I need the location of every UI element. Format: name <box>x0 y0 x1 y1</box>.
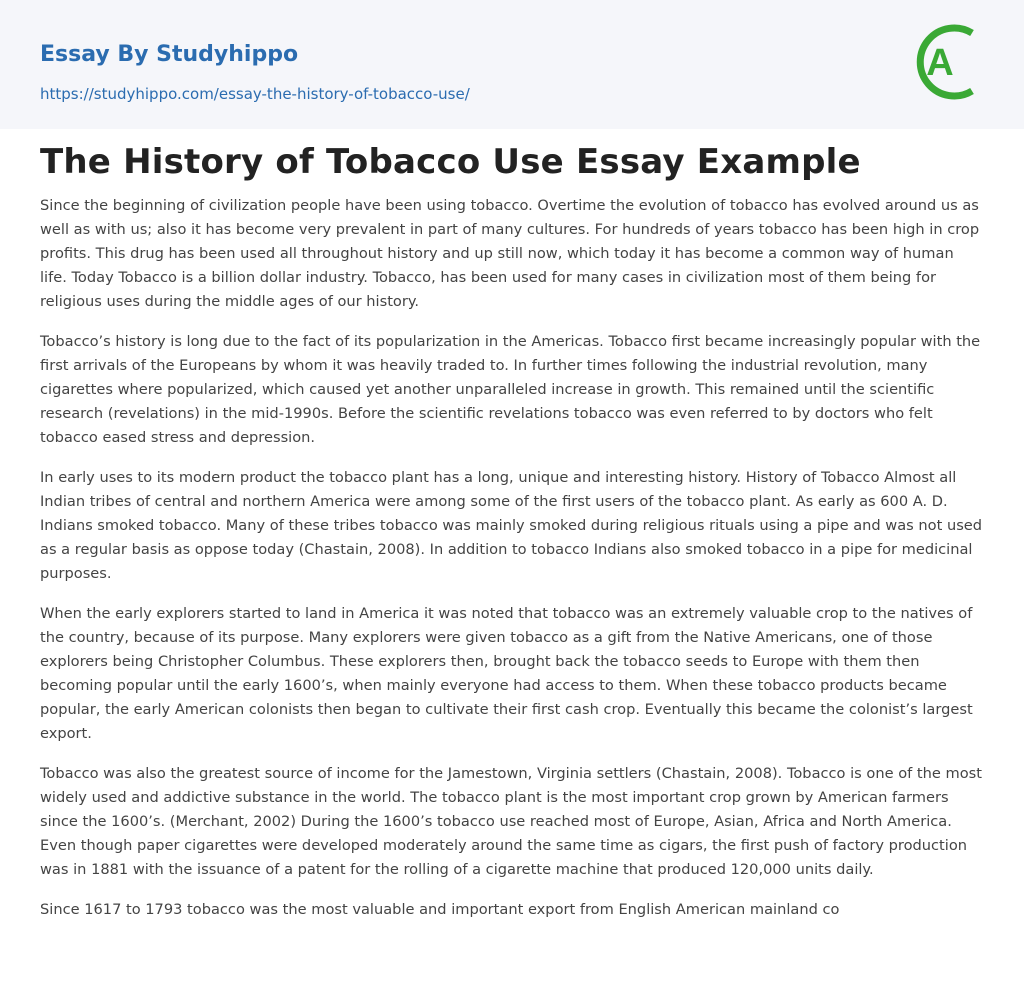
article-paragraph: Tobacco’s history is long due to the fact of its popularization in the Americas. Tobacco first became increasingly popular with the first arrivals of the Europeans by whom it was heavily traded to. In further times following the industrial revolution, many cigarettes where popularized, which caused yet another unparalleled increase in growth. This remained until the scientific research (revelations) in the mid-1990s. Before the scientific revelations tobacco was even referred to by doctors who felt tobacco eased stress and depression. <box>40 333 981 446</box>
page-url-link[interactable]: https://studyhippo.com/essay-the-history-of-tobacco-use/ <box>40 85 470 103</box>
article-body <box>40 194 985 938</box>
article-title: The History of Tobacco Use Essay Example <box>40 142 861 182</box>
site-title[interactable]: Essay By Studyhippo <box>40 42 299 67</box>
article-paragraph: Since 1617 to 1793 tobacco was the most valuable and important export from English American mainland co <box>40 901 840 918</box>
article-paragraph: Since the beginning of civilization people have been using tobacco. Overtime the evolution of tobacco has evolved around us as well as with us; also it has become very prevalent in part of many cultures. For hundreds of years tobacco has been high in crop profits. This drug has been used all throughout history and up still now, which today it has become a common way of human life. Today Tobacco is a billion dollar industry. Tobacco, has been used for many cases in civilization most of them being for religious uses during the middle ages of our history. <box>40 197 980 310</box>
article-paragraph: Tobacco was also the greatest source of income for the Jamestown, Virginia settlers (Chastain, 2008). Tobacco is one of the most widely used and addictive substance in the world. The tobacco plant is the most important crop grown by American farmers since the 1600’s. (Merchant, 2002) During the 1600’s tobacco use reached most of Europe, Asian, Africa and North America. Even though paper cigarettes were developed moderately around the same time as cigars, the first push of factory production was in 1881 with the issuance of a patent for the rolling of a cigarette machine that produced 120,000 units daily. <box>40 765 982 878</box>
article-paragraph: In early uses to its modern product the tobacco plant has a long, unique and interesting history. History of Tobacco Almost all Indian tribes of central and northern America were among some of the first users of the tobacco plant. As early as 600 A. D. Indians smoked tobacco. Many of these tribes tobacco was mainly smoked during religious rituals using a pipe and was not used as a regular basis as oppose today (Chastain, 2008). In addition to tobacco Indians also smoked tobacco in a pipe for medicinal purposes. <box>40 469 983 582</box>
studyhippo-logo-icon[interactable] <box>912 20 986 104</box>
article-paragraph: When the early explorers started to land in America it was noted that tobacco was an extremely valuable crop to the natives of the country, because of its purpose. Many explorers were given tobacco as a gift from the Native Americans, one of those explorers being Christopher Columbus. These explorers then, brought back the tobacco seeds to Europe with them then becoming popular until the early 1600’s, when mainly everyone had access to them. When these tobacco products became popular, the early American colonists then began to cultivate their first cash crop. Eventually this became the colonist’s largest export. <box>40 605 973 742</box>
logo-letter: A <box>926 42 954 84</box>
site-header <box>0 0 1024 129</box>
